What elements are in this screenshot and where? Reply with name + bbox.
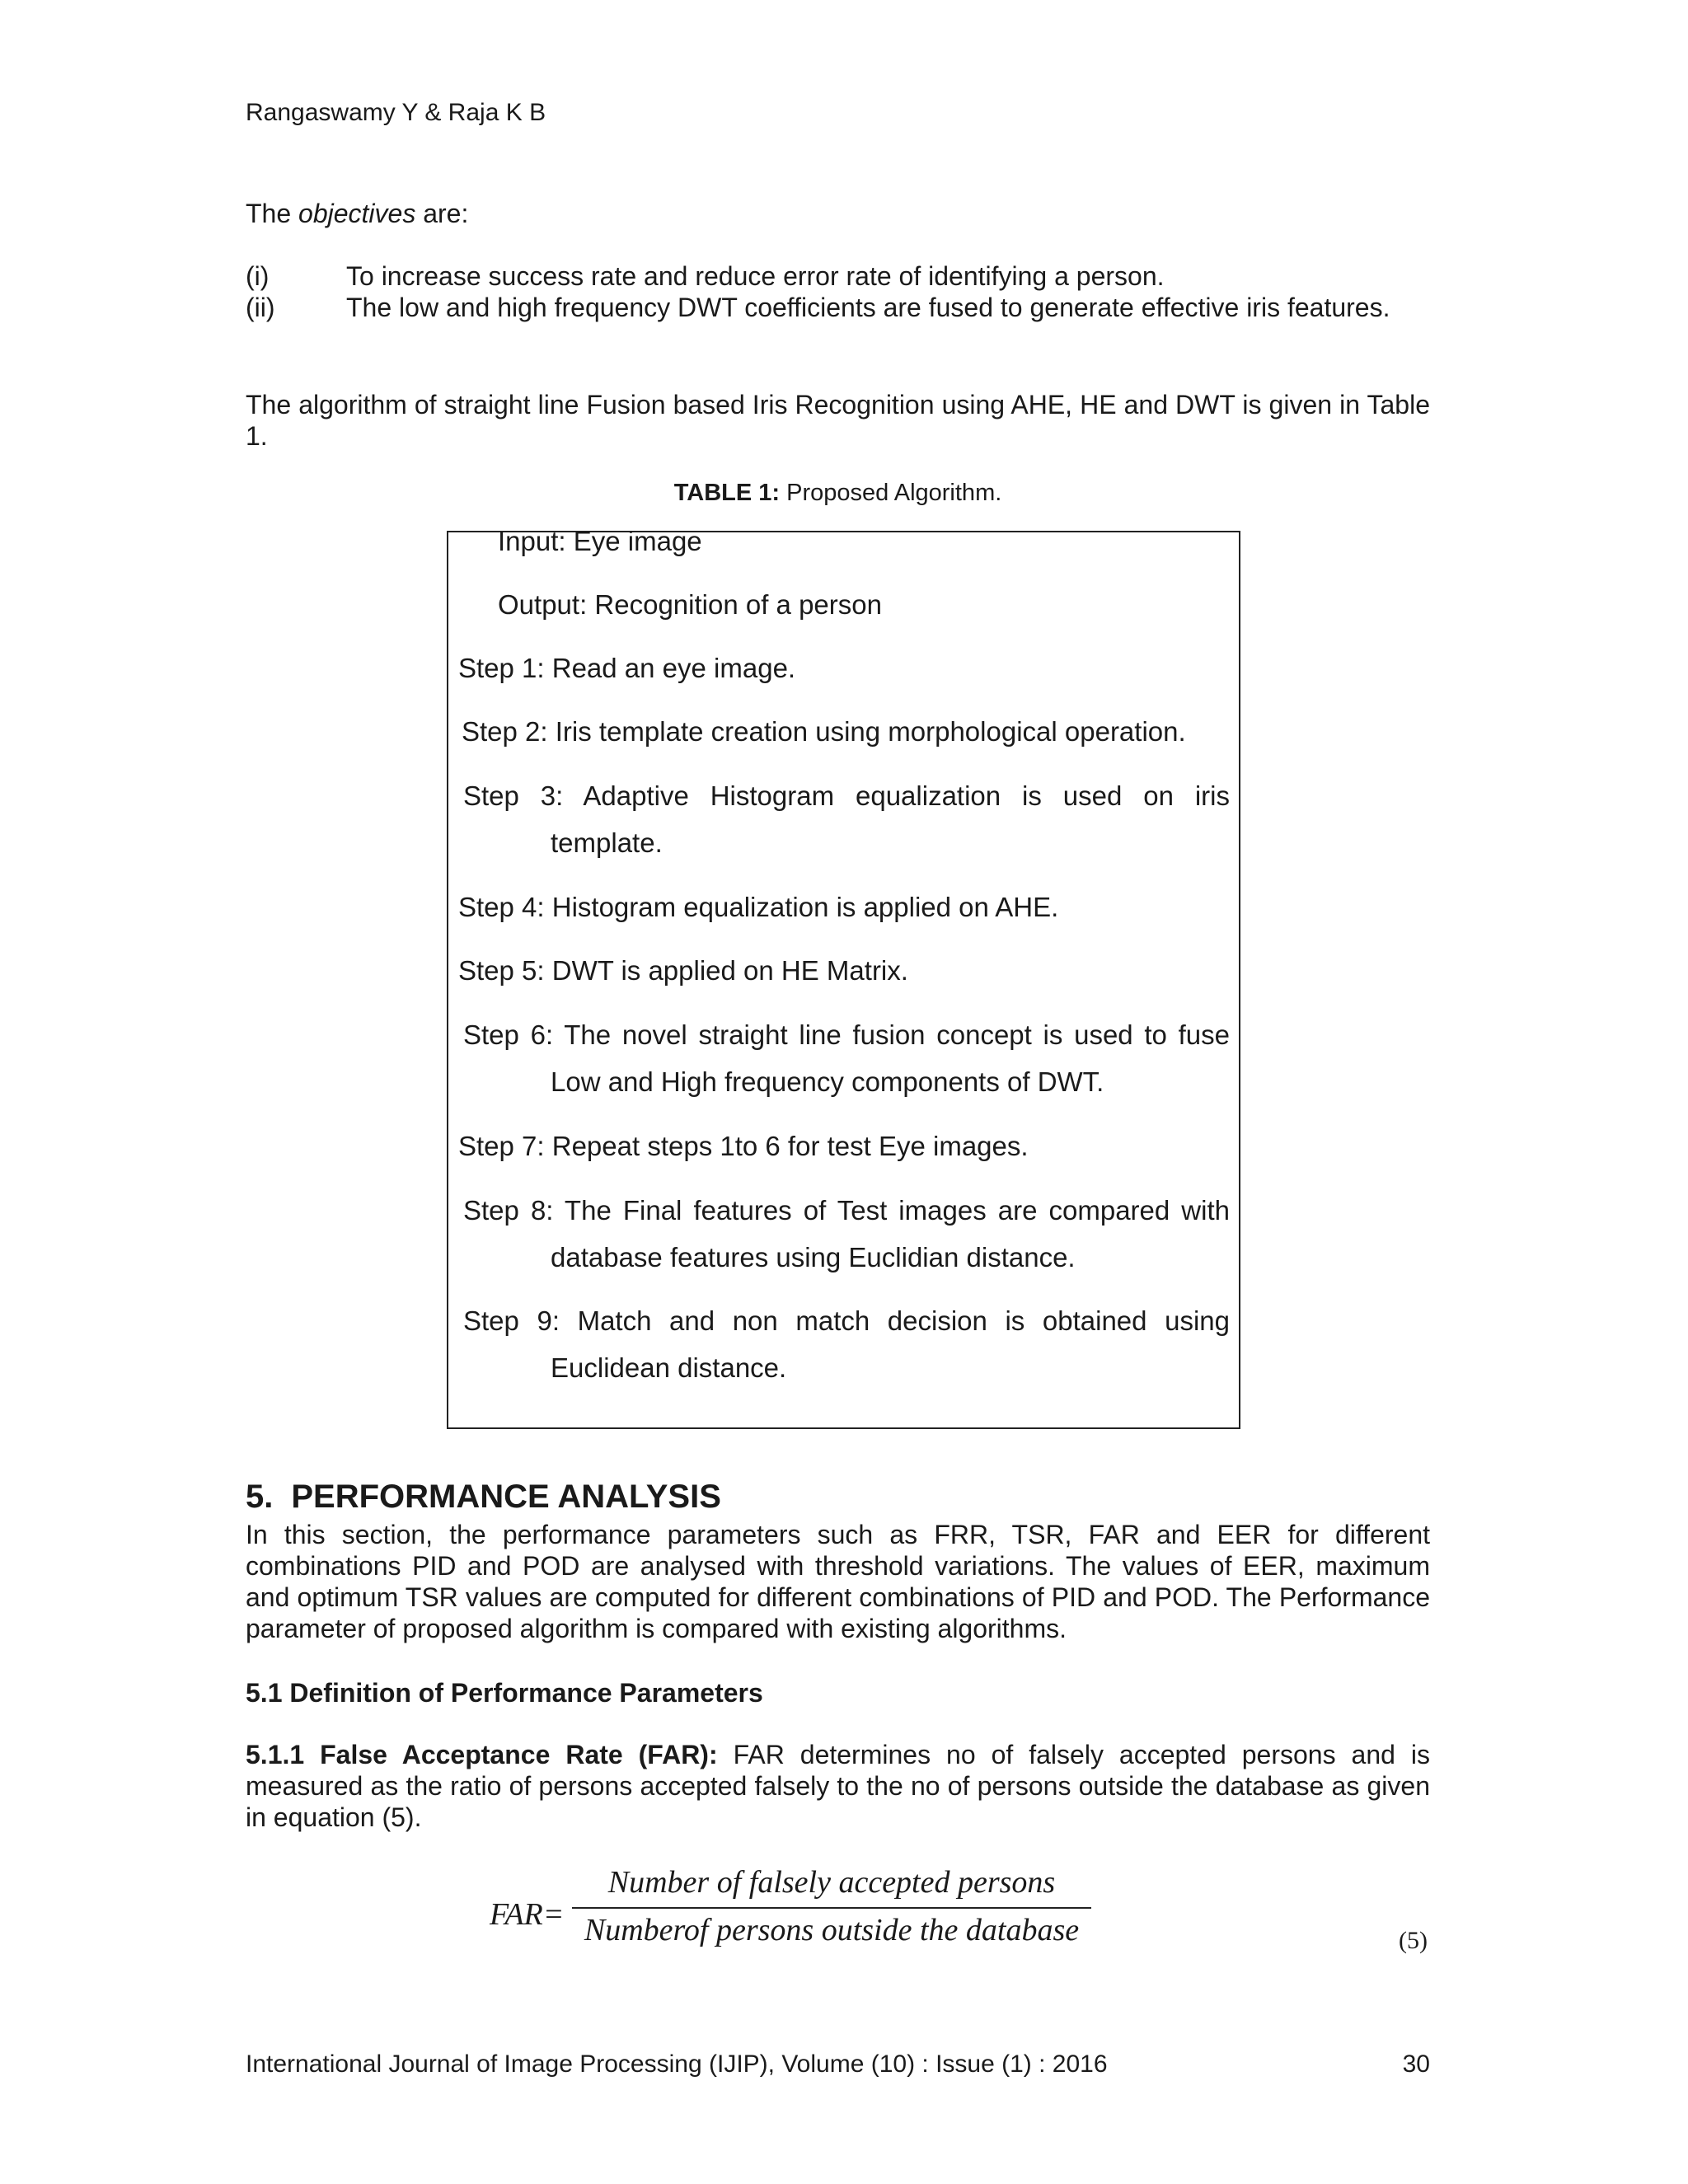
table-step-6-cont: Low and High frequency components of DWT. bbox=[551, 1066, 1104, 1097]
table-step-9-cont: Euclidean distance. bbox=[551, 1352, 787, 1383]
objective-number: (i) bbox=[246, 261, 270, 291]
table-step-7: Step 7: Repeat steps 1to 6 for test Eye images. bbox=[458, 1131, 1029, 1161]
table-step-4: Step 4: Histogram equalization is applied on AHE. bbox=[458, 892, 1059, 922]
far-definition-label: 5.1.1 False Acceptance Rate (FAR): bbox=[246, 1740, 718, 1769]
objective-text: The low and high frequency DWT coefficients are fused to generate effective iris features. bbox=[346, 293, 1390, 322]
table-input: Input: Eye image bbox=[498, 526, 702, 556]
fraction-bar bbox=[572, 1907, 1091, 1909]
equation-denominator: Numberof persons outside the database bbox=[584, 1913, 1080, 1947]
table-caption-text: Proposed Algorithm. bbox=[780, 480, 1002, 506]
table-step-9: Step 9: Match and non match decision is obtained using bbox=[463, 1305, 1230, 1336]
intro-emphasis: objectives bbox=[298, 199, 416, 228]
table-step-6: Step 6: The novel straight line fusion concept is used to fuse bbox=[463, 1019, 1230, 1050]
table-caption bbox=[246, 480, 1430, 507]
objective-text: To increase success rate and reduce error rate of identifying a person. bbox=[346, 261, 1165, 291]
equation-numerator: Number of falsely accepted persons bbox=[607, 1865, 1056, 1900]
section-number: 5. bbox=[246, 1479, 274, 1515]
section-paragraph: In this section, the performance parameters such as FRR, TSR, FAR and EER for different combinations PID and POD are analysed with threshold variations. The values of EER, maximum and optimum TSR values are computed for different combinations of PID and POD. The Performance parameter of proposed algorithm is compared with existing algorithms. bbox=[246, 1520, 1430, 1643]
table-output: Output: Recognition of a person bbox=[498, 589, 882, 620]
section-title: PERFORMANCE ANALYSIS bbox=[291, 1479, 721, 1515]
running-header: Rangaswamy Y & Raja K B bbox=[246, 99, 546, 126]
page-number: 30 bbox=[1402, 2050, 1430, 2078]
far-definition-text: FAR determines no of falsely accepted persons and is measured as the ratio of persons accepted falsely to the no of persons outside the database as given in equation (5). bbox=[246, 1740, 1431, 1832]
table-step-8: Step 8: The Final features of Test images are compared with bbox=[463, 1195, 1230, 1226]
section-heading bbox=[246, 1479, 721, 1516]
table-step-1: Step 1: Read an eye image. bbox=[458, 653, 796, 683]
objectives-intro bbox=[246, 198, 468, 229]
table-step-8-cont: database features using Euclidian distance. bbox=[551, 1242, 1076, 1272]
table-caption-label: TABLE 1: bbox=[673, 480, 781, 506]
far-definition-paragraph bbox=[246, 1739, 1430, 1833]
table-step-3-cont: template. bbox=[551, 827, 663, 858]
equation-lhs: FAR= bbox=[490, 1897, 565, 1932]
table-step-5: Step 5: DWT is applied on HE Matrix. bbox=[458, 955, 908, 986]
algorithm-intro-paragraph: The algorithm of straight line Fusion based Iris Recognition using AHE, HE and DWT is given in Table 1. bbox=[246, 390, 1430, 451]
intro-suffix: are: bbox=[415, 199, 469, 228]
objective-number: (ii) bbox=[246, 293, 275, 322]
table-step-2: Step 2: Iris template creation using morphological operation. bbox=[462, 716, 1186, 747]
subsection-heading: 5.1 Definition of Performance Parameters bbox=[246, 1678, 763, 1708]
intro-prefix: The bbox=[246, 199, 299, 228]
journal-footer: International Journal of Image Processing (IJIP), Volume (10) : Issue (1) : 2016 bbox=[246, 2050, 1108, 2078]
table-step-3: Step 3: Adaptive Histogram equalization is used on iris bbox=[463, 780, 1230, 811]
equation-number: (5) bbox=[1399, 1927, 1428, 1954]
